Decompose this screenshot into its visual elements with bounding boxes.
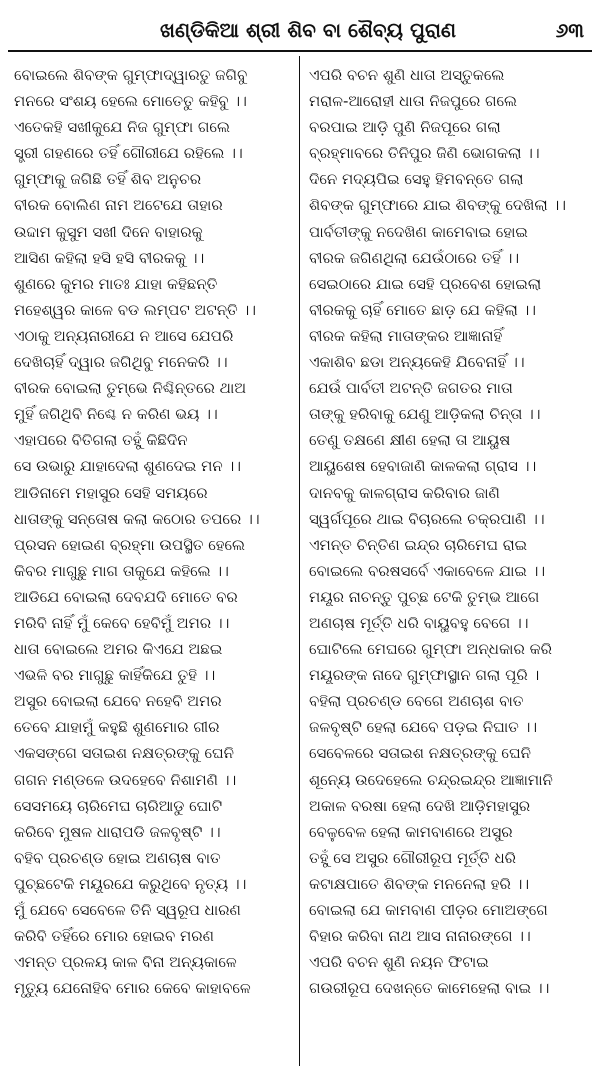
verse-line: ବହିଲା ପ୍ରଚଣ୍ଡ ବେଗେ ଅଣଚାଶ ବାତ: [309, 692, 524, 711]
verse-line: ଦାନବକୁ କାଳଗ୍ରାସ କରିବାର ଜାଣି: [309, 483, 500, 502]
verse-line: ଶୂନ୍ୟେ ଉଦେହେଲେ ଚନ୍ଦ୍ରଇନ୍ଦ୍ର ଆଜ୍ଞାମାନି: [309, 770, 553, 789]
verse-line: ତାଙ୍କୁ ହରିବାକୁ ଯେଣୁ ଆଡ଼ିକଲା ଚିନ୍ତା ।।: [309, 405, 541, 424]
verse-line: ବ୍ରହ୍ମାବରେ ତିନିପୁର ଜିଣି ଭୋଗକଲା ।।: [309, 144, 540, 163]
verse-line: ସେ ଉଭାରୁ ଯାହାଦେଲା ଶୁଣଦେଇ ମନ ।।: [14, 457, 241, 476]
verse-line: ଦିନେ ମଦ୍ୟପିଇ ସେହୁ ହିମବନ୍ତେ ଗଲା: [309, 170, 524, 189]
verse-line: ମୁଁ ଯେବେ ସେବେଳେ ତିନି ସ୍ୱରୂପ ଧାରଣ: [14, 901, 241, 919]
verse-line: ଶୁଣରେ କୁମର ମାତଃ ଯାହା କହିଛନ୍ତି: [14, 274, 218, 293]
verse-line: ଆଡିନାମେ ମହାସୁର ସେହି ସମୟରେ: [14, 483, 208, 502]
verse-line: କରିବି ତହିଁରେ ମୋର ହୋଇବ ମରଣ: [14, 927, 214, 946]
verse-line: ଦେଖିଚାହିଁ ଦ୍ୱାର ଜଗିଥିବୁ ମନେକରି ।।: [14, 353, 228, 372]
verse-line: ଗୁମ୍ଫାକୁ ଜଗିଛି ତହିଁ ଶିବ ଅନୁଚର: [14, 170, 202, 189]
right-column: [309, 62, 590, 1066]
verse-line: ଏମନ୍ତ ଚିନ୍ତିଣ ଇନ୍ଦ୍ର ଚାରିମେଘ ରାଇ: [309, 535, 528, 554]
header-rule: [8, 50, 592, 52]
verse-line: ବୀରକ ଜଗିଣଥିଲା ଯେଉଁଠାରେ ତହିଁ ।।: [309, 248, 520, 267]
page-number: ୬୩: [555, 18, 584, 42]
verse-line: ଉଦ୍ଦାମ କୁସୁମ ସଖୀ ଦିନେ ବାହାରକୁ: [14, 222, 203, 241]
verse-line: ବୀରକ ବୋଇଲା ତୁମ୍ଭେ ନିଶ୍ଚିନ୍ତରେ ଥାଅ: [14, 379, 247, 398]
verse-line: ମୃତ୍ୟୁ ଯେନୋହିବ ମୋର କେବେ କାହାବଳେ: [14, 979, 251, 998]
verse-line: ଏକସଙ୍ଗେ ସତାଇଶ ନକ୍ଷତ୍ରଙ୍କୁ ଘେନି: [14, 744, 235, 763]
verse-line: କଟାକ୍ଷପାତେ ଶିବଙ୍କ ମନନେଲା ହରି ।।: [309, 874, 530, 893]
verse-line: ତେବେ ଯାହାମୁଁ କହୁଛି ଶୁଣମୋର ଗୀର: [14, 718, 220, 737]
verse-line: ମୁହିଁ ଜଗିଥିବି ନିଶ୍ଚେ ନ କରିଣ ଭୟ ।।: [14, 405, 218, 424]
verse-line: କିବର ମାଗୁଛୁ ମାଗ ତାକୁଯେ କହିଲେ ।।: [14, 561, 229, 580]
verse-line: ଏଭଳି ବର ମାଗୁଛୁ କାହିଁକିଯେ ତୁହି ।।: [14, 666, 216, 685]
verse-line: ବୋଇଲେ ବରଷସର୍ବେ ଏକାବେଳେ ଯାଇ ।।: [309, 561, 546, 580]
verse-line: ଆସିଣ କହିଲା ହସି ହସି ବୀରକକୁ ।।: [14, 248, 205, 267]
book-title: ଖଣ୍ଡିକିଆ ଶ୍ରୀ ଶିବ ବା ଶୈବ୍ୟ ପୁରାଣ: [160, 18, 456, 42]
verse-line: ମହେଶ୍ୱର କାଳେ ବଡ ଲମ୍ପଟ ଅଟନ୍ତି ।।: [14, 300, 257, 319]
verse-line: ସେଇଠାରେ ଯାଇ ସେହି ପ୍ରବେଶ ହୋଇଲା: [309, 274, 542, 293]
verse-line: ଏକାଶିବ ଛଡା ଅନ୍ୟକେହି ଯିବେନାହିଁ ।।: [309, 353, 525, 372]
verse-line: ସ୍ୱର୍ଗପୂରେ ଥାଇ ବିଚାରଲେ ଚକ୍ରପାଣି ।।: [309, 509, 545, 528]
verse-line: ଅକାଳ ବରଷା ହେଲା ଦେଖି ଆଡ଼ିମହାସୁର: [309, 796, 531, 815]
verse-line: ଆଡିଯେ ବୋଇଲା ଦେବଯଦି ମୋତେ ବର: [14, 587, 238, 606]
verse-line: ଶିବଙ୍କ ଗୁମ୍ଫାରେ ଯାଇ ଶିବଙ୍କୁ ଦେଖିଲା ।।: [309, 196, 566, 215]
verse-line: ମୟୂରଙ୍କ ନାଦେ ଗୁମ୍ଫାସ୍ଥାନ ଗଲା ପୂରି ।: [309, 666, 540, 685]
verse-line: ଘୋଟିଲେ ମେଘରେ ଗୁମ୍ଫା ଅନ୍ଧକାର କରି: [309, 640, 553, 659]
verse-line: କରିବେ ମୁଷଳ ଧାରାପଡି ଜଳବୃଷ୍ଟି ।।: [14, 822, 221, 841]
verse-line: ଗଗନ ମଣ୍ଡଳେ ଉଦହେବେ ନିଶାମଣି ।।: [14, 770, 237, 789]
verse-line: ପ୍ରସନ ହୋଇଣ ବ୍ରହ୍ମା ଉପସ୍ଥିତ ହେଲେ: [14, 535, 246, 554]
verse-line: ବୋଇଲା ଯେ କାମବାଣ ପୀଡ଼ର ମୋଅଙ୍ଗେ: [309, 901, 548, 919]
verse-line: ମୟୂର ନାଚନ୍ତୁ ପୁଚ୍ଛ ଟେକି ତୁମ୍ଭ ଆଗେ: [309, 587, 540, 606]
verse-line: ଏପରି ବଚନ ଶୁଣି ଧାତା ଅସ୍ତୁକଲେ: [309, 66, 505, 84]
verse-line: ବେଳୁବେଳ ହେଲା କାମବାଣରେ ଅସୁର: [309, 822, 513, 841]
verse-line: ମରାଳ-ଆରୋହୀ ଧାତା ନିଜପୁରେ ଗଲେ: [309, 92, 518, 111]
verse-line: ଆୟୁଶେଷ ହେବାଜାଣି କାଳକଲା ଗ୍ରାସ ।।: [309, 457, 537, 476]
page-header: [8, 8, 592, 52]
verse-line: ବୀରକ କହିଲା ମାତାଙ୍କର ଆଜ୍ଞାନାହିଁ: [309, 326, 503, 345]
verse-line: ସେସମୟେ ଚାରିମେଘ ଚାରିଆଡୁ ଘୋଟି: [14, 796, 223, 815]
verse-line: ସେବେଳରେ ସତାଇଶ ନକ୍ଷତ୍ରଙ୍କୁ ଘେନି: [309, 744, 531, 763]
column-divider: [299, 56, 300, 1066]
verse-line: ବହିବ ପ୍ରଚଣ୍ଡ ହୋଇ ଅଣଚାଷ ବାତ: [14, 848, 221, 867]
verse-line: ତେଣୁ ତକ୍ଷଣେ କ୍ଷୀଣ ହେଲା ତା ଆୟୁଷ: [309, 431, 511, 450]
verse-line: ଧାତାଙ୍କୁ ସନ୍ତୋଷ କଲା କଠୋର ତପରେ ।।: [14, 509, 260, 528]
verse-line: ଗଉରୀରୂପ ଦେଖନ୍ତେ କାମେହେଲା ବାଇ ।।: [309, 979, 550, 998]
verse-line: ବୀରକକୁ ଚାହିଁ ମୋତେ ଛାଡ଼ ଯେ କହିଲା ।।: [309, 300, 537, 319]
verse-line: ବୀରକ ବୋଲିଣ ନାମ ଅଟେଯେ ତାହାର: [14, 196, 223, 215]
verse-line: ବରପାଇ ଆଡ଼ି ପୁଣି ନିଜପୂରେ ଗଲା: [309, 118, 501, 137]
verse-line: ବିହାର କରିବା ନାଥ ଆସ ନାନାରଙ୍ଗେ ।।: [309, 927, 531, 946]
verse-line: ଧାତା ବୋଇଲେ ଅମର କିଏଯେ ଅଛଇ: [14, 640, 223, 659]
left-column: [14, 62, 292, 1066]
verse-line: ଏଠାକୁ ଅନ୍ୟନାରୀଯେ ନ ଆସେ ଯେପରି: [14, 326, 234, 345]
verse-line: ମରିବି ନାହିଁ ମୁଁ କେବେ ହେବିମୁଁ ଅମର ।।: [14, 613, 230, 632]
verse-line: ଏମନ୍ତ ପ୍ରଳୟ କାଳ ବିନା ଅନ୍ୟକାଳେ: [14, 953, 237, 972]
verse-line: ଅସୁର ବୋଇଲା ଯେବେ ନହେବି ଅମର: [14, 692, 222, 711]
verse-line: ପୁଚ୍ଛଟେକି ମୟୂରଯେ କରୁଥିବେ ନୃତ୍ୟ ।।: [14, 874, 247, 893]
verse-line: ତହୁଁ ସେ ଅସୁର ଗୌରୀରୂପ ମୂର୍ତ୍ତି ଧରି: [309, 848, 516, 867]
verse-line: ଜଳବୃଷ୍ଟି ହେଲା ଯେବେ ପଡ଼ଇ ନିଘାତ ।।: [309, 718, 538, 737]
verse-line: ଏହାପରେ ବିତିଗଲା ତହୁଁ କିଛିଦିନ: [14, 431, 188, 450]
verse-line: ବୋଇଲେ ଶିବଙ୍କ ଗୁମ୍ଫାଦ୍ୱାରତୁ ଜଗିବୁ: [14, 66, 248, 84]
verse-line: ଅଣଚାଷ ମୂର୍ତ୍ତି ଧରି ବାୟୁବହୁ ବେଗେ ।।: [309, 613, 529, 632]
verse-line: ପାର୍ବତୀଙ୍କୁ ନଦେଖିଣ କାମେବାଇ ହୋଇ: [309, 222, 528, 241]
verse-line: ମନରେ ସଂଶୟ ହେଲେ ମୋତେତୁ କହିବୁ ।।: [14, 92, 247, 111]
verse-line: ଏପରି ବଚନ ଶୁଣି ନୟନ ଫିଟାଇ: [309, 953, 489, 972]
verse-line: ଯେଉଁ ପାର୍ବତୀ ଅଟନ୍ତି ଜଗତର ମାତା: [309, 379, 513, 398]
verse-line: ଏତେକହି ସଖୀକୁଯେ ନିଜ ଗୁମ୍ଫା ଗଲେ: [14, 118, 230, 137]
verse-line: ସ୍ତ୍ରୀ ଗହଣରେ ତହିଁ ଗୌରୀଯେ ରହିଲେ ।।: [14, 144, 243, 163]
